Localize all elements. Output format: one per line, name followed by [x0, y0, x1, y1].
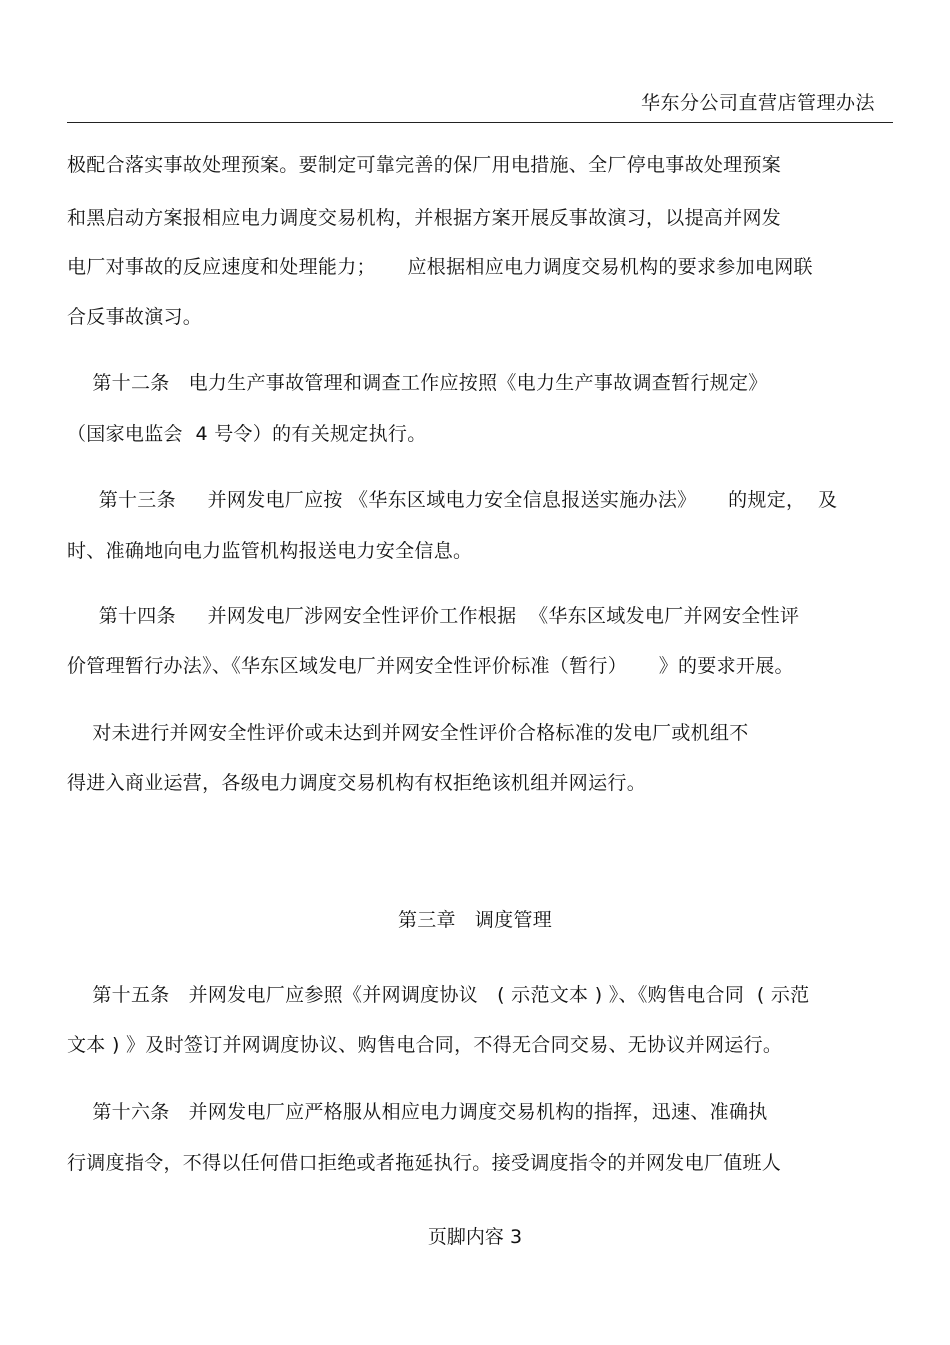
text-line: 第十二条 电力生产事故管理和调查工作应按照《电力生产事故调查暂行规定》: [67, 372, 768, 394]
text-line: 第十四条 并网发电厂涉网安全性评价工作根据 《华东区域发电厂并网安全性评: [67, 605, 800, 627]
header-title: 华东分公司直营店管理办法: [640, 92, 875, 114]
page-footer: 页脚内容 3: [427, 1226, 523, 1248]
text-line: 第十六条 并网发电厂应严格服从相应电力调度交易机构的指挥，迅速、准确执: [67, 1101, 768, 1123]
text-line: 和黑启动方案报相应电力调度交易机构，并根据方案开展反事故演习，以提高并网发: [67, 207, 782, 229]
text-line: 第十三条 并网发电厂应按 《华东区域电力安全信息报送实施办法》 的规定， 及: [67, 489, 838, 511]
text-line: 时、准确地向电力监管机构报送电力安全信息。: [67, 540, 473, 562]
text-line: 行调度指令，不得以任何借口拒绝或者拖延执行。接受调度指令的并网发电厂值班人: [67, 1152, 782, 1174]
page-header: [67, 86, 893, 123]
text-line: （国家电监会 4 号令）的有关规定执行。: [67, 423, 427, 445]
chapter-heading: 第三章 调度管理: [397, 909, 553, 931]
text-line: 对未进行并网安全性评价或未达到并网安全性评价合格标准的发电厂或机组不: [67, 722, 749, 744]
text-line: 文本 ) 》及时签订并网调度协议、购售电合同，不得无合同交易、无协议并网运行。: [67, 1034, 783, 1056]
text-line: 极配合落实事故处理预案。要制定可靠完善的保厂用电措施、全厂停电事故处理预案: [67, 154, 782, 176]
text-line: 第十五条 并网发电厂应参照《并网调度协议 ( 示范文本 ) 》、《购售电合同 ( 示范: [67, 984, 810, 1006]
text-line: 价管理暂行办法》、《华东区域发电厂并网安全性评价标准（暂行） 》的要求开展。: [67, 655, 794, 677]
text-line: 得进入商业运营，各级电力调度交易机构有权拒绝该机组并网运行。: [67, 772, 647, 794]
text-line: 合反事故演习。: [67, 306, 203, 328]
text-line: 电厂对事故的反应速度和处理能力； 应根据相应电力调度交易机构的要求参加电网联: [67, 256, 813, 278]
